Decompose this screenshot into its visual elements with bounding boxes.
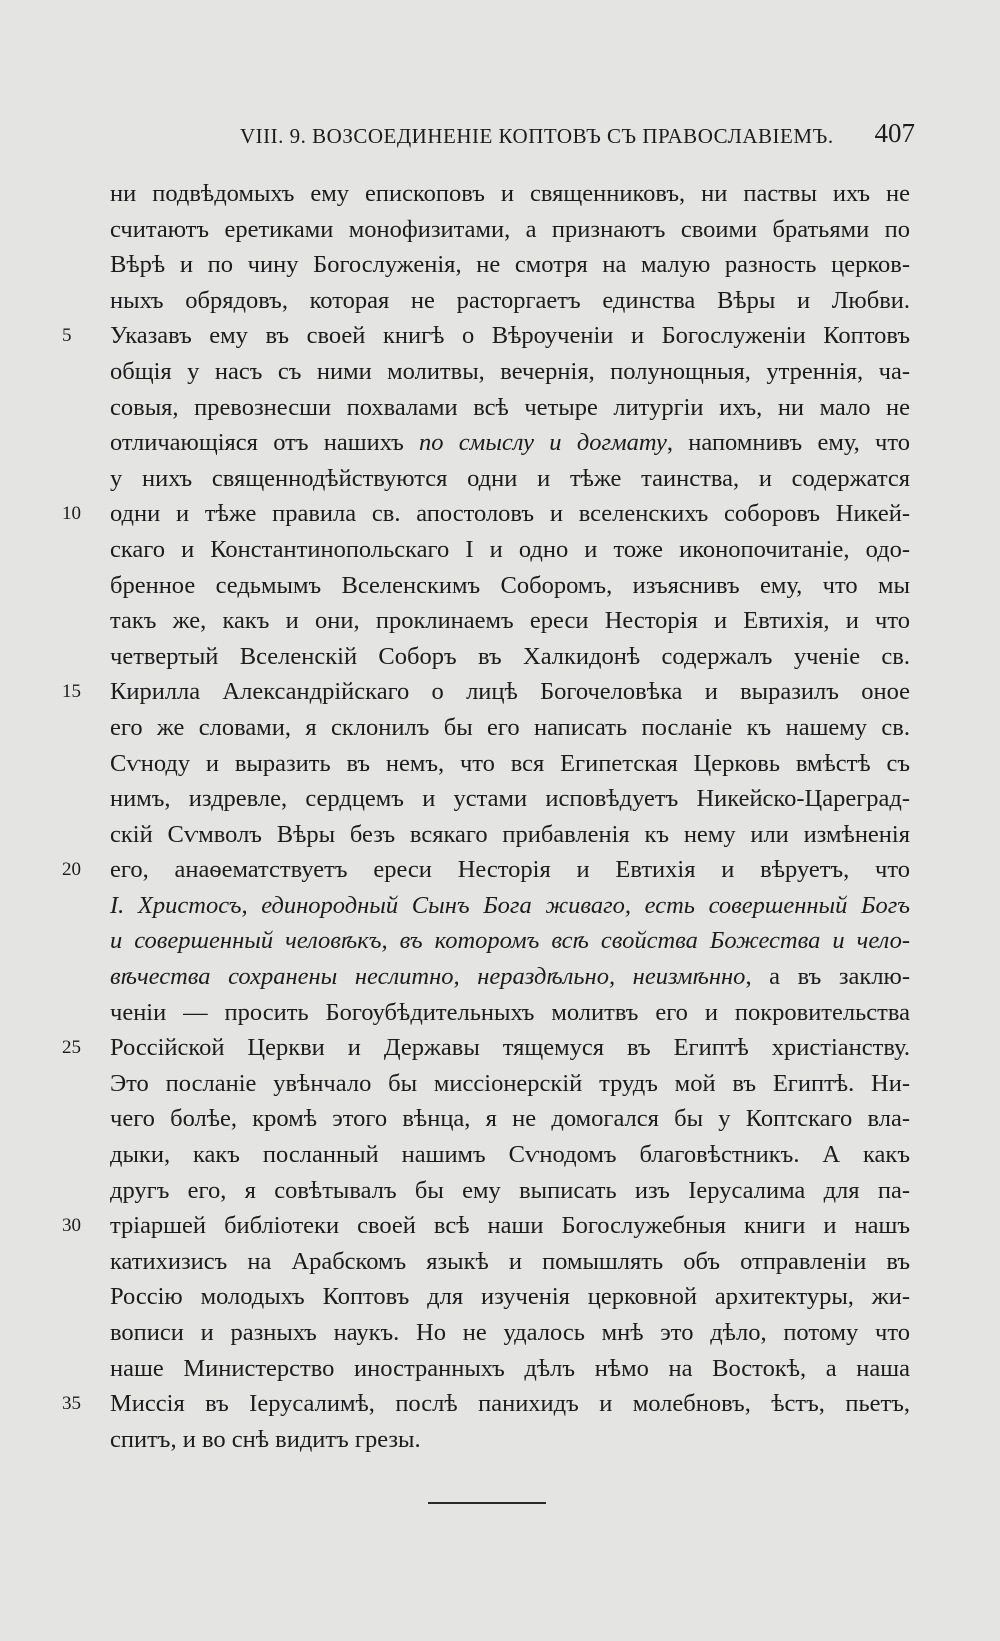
text-line xyxy=(62,852,910,888)
line-text xyxy=(110,1422,910,1458)
line-text xyxy=(110,852,910,888)
line-text xyxy=(110,461,910,497)
line-text xyxy=(110,496,910,532)
line-text xyxy=(110,603,910,639)
text-line xyxy=(62,1386,910,1422)
text-line xyxy=(110,1351,910,1387)
line-number: 10 xyxy=(62,503,81,525)
text-line xyxy=(110,283,910,319)
line-text xyxy=(110,1315,910,1351)
line-text-roman: нимъ, издревле, сердцемъ и устами исповѣдуетъ Никейско-Цареград- xyxy=(110,785,910,813)
text-line xyxy=(110,1173,910,1209)
line-text-roman: его же словами, я склонилъ бы его написать посланіе къ нашему св. xyxy=(110,713,910,741)
text-line xyxy=(110,461,910,497)
line-text xyxy=(110,639,910,675)
line-text-after: , а въ заклю- xyxy=(745,963,911,991)
line-text-roman: Кирилла Александрійскаго о лицѣ Богочеловѣка и выразилъ оное xyxy=(110,678,910,706)
page-number: 407 xyxy=(874,118,915,148)
text-line xyxy=(110,710,910,746)
line-text xyxy=(110,1173,910,1209)
text-line xyxy=(110,995,910,1031)
text-line xyxy=(110,425,910,461)
text-line xyxy=(110,390,910,426)
line-text-roman: одни и тѣже правила св. апостоловъ и вселенскихъ соборовъ Никей- xyxy=(110,500,910,528)
line-text-roman: ныхъ обрядовъ, которая не расторгаетъ единства Вѣры и Любви. xyxy=(110,286,910,314)
line-text xyxy=(110,1208,910,1244)
line-text xyxy=(110,995,910,1031)
line-text-italic: вѣчества сохранены неслитно, нераздѣльно, неизмѣнно xyxy=(110,963,746,991)
text-line xyxy=(110,639,910,675)
text-line xyxy=(110,568,910,604)
text-line xyxy=(110,1315,910,1351)
line-number: 35 xyxy=(62,1393,81,1415)
text-line xyxy=(110,1422,910,1458)
line-text-roman: вописи и разныхъ наукъ. Но не удалось мнѣ это дѣло, потому что xyxy=(110,1319,910,1346)
line-text-roman: Россію молодыхъ Коптовъ для изученія церковной архитектуры, жи- xyxy=(110,1283,910,1311)
line-text xyxy=(110,318,910,354)
running-head: VIII. 9. ВОЗСОЕДИНЕНІЕ КОПТОВЪ СЪ ПРАВОСЛАВІЕМЪ. xyxy=(240,124,834,148)
line-text-roman: дыки, какъ посланный нашимъ Сѵнодомъ благовѣстникъ. А какъ xyxy=(110,1141,910,1169)
text-line xyxy=(110,817,910,853)
end-rule xyxy=(428,1502,546,1504)
line-text-roman: ни подвѣдомыхъ ему епископовъ и священниковъ, ни паствы ихъ не xyxy=(110,180,910,207)
text-line xyxy=(110,247,910,283)
line-text xyxy=(110,781,910,817)
line-text xyxy=(110,959,910,995)
line-text xyxy=(110,568,910,604)
line-text-roman: скаго и Константинопольскаго I и одно и тоже иконопочитаніе, одо- xyxy=(110,535,910,563)
line-text-roman: отличающіяся отъ нашихъ xyxy=(110,429,420,457)
line-text xyxy=(110,674,910,710)
line-text xyxy=(110,390,910,426)
text-line xyxy=(110,746,910,782)
text-line xyxy=(62,674,910,710)
line-text xyxy=(110,888,910,924)
text-line xyxy=(110,1101,910,1137)
text-line xyxy=(62,1030,910,1066)
line-text-roman: его, анаѳематствуетъ ереси Несторія и Евтихія и вѣруетъ, что xyxy=(110,856,910,884)
text-line xyxy=(110,1244,910,1280)
text-line xyxy=(110,212,910,248)
line-text xyxy=(110,247,910,283)
line-text xyxy=(110,1386,910,1422)
line-text-after: , напомнивъ ему, что xyxy=(666,429,910,457)
line-text-roman: Миссія въ Іерусалимѣ, послѣ панихидъ и молебновъ, ѣстъ, пьетъ, xyxy=(110,1390,910,1418)
text-line xyxy=(110,532,910,568)
line-text-roman: считаютъ еретиками монофизитами, а признаютъ своими братьями по xyxy=(110,215,910,243)
line-text-roman: общія у насъ съ ними молитвы, вечернія, полунощныя, утреннія, ча- xyxy=(110,357,910,385)
line-text xyxy=(110,1066,910,1102)
body-text xyxy=(62,176,911,1457)
line-text-roman: чего болѣе, кромѣ этого вѣнца, я не домогался бы у Коптскаго вла- xyxy=(110,1105,910,1133)
text-line xyxy=(110,1066,910,1102)
text-line xyxy=(110,603,910,639)
line-text xyxy=(110,923,910,959)
line-text xyxy=(110,817,910,853)
line-text xyxy=(110,425,910,461)
text-line xyxy=(110,354,910,390)
line-text xyxy=(110,1279,910,1315)
line-text xyxy=(110,1351,910,1387)
line-number: 15 xyxy=(62,681,81,703)
line-text-roman: бренное седьмымъ Вселенскимъ Соборомъ, изъяснивъ ему, что мы xyxy=(110,571,910,599)
line-text-roman: скій Сѵмволъ Вѣры безъ всякаго прибавленія къ нему или измѣненія xyxy=(110,820,910,848)
line-text-italic: и совершенный человѣкъ, въ которомъ всѣ свойства Божества и чело- xyxy=(110,927,910,955)
text-line xyxy=(110,1279,910,1315)
text-line xyxy=(110,176,910,212)
line-text-roman: Россійской Церкви и Державы тящемуся въ Египтѣ христіанству. xyxy=(110,1034,910,1062)
line-text-roman: спитъ, и во снѣ видитъ грезы. xyxy=(110,1425,421,1453)
line-number: 5 xyxy=(62,325,72,347)
line-text-roman: совыя, превознесши похвалами всѣ четыре литургіи ихъ, ни мало не xyxy=(110,393,910,421)
line-text xyxy=(110,283,910,319)
text-line xyxy=(110,781,910,817)
line-text xyxy=(110,354,910,390)
text-line xyxy=(62,318,910,354)
text-line xyxy=(110,959,910,995)
text-line xyxy=(110,923,910,959)
line-text-roman: такъ же, какъ и они, проклинаемъ ереси Несторія и Евтихія, и что xyxy=(110,607,910,635)
line-text-roman: Указавъ ему въ своей книгѣ о Вѣроученіи и Богослуженіи Коптовъ xyxy=(110,322,910,350)
line-number: 25 xyxy=(62,1037,81,1059)
line-text xyxy=(110,532,910,568)
line-text-roman: ченіи — просить Богоубѣдительныхъ молитвъ его и покровительства xyxy=(110,998,910,1026)
line-text xyxy=(110,1030,910,1066)
line-text-italic: І. Христосъ, единородный Сынъ Бога живаго, есть совершенный Богъ xyxy=(110,891,910,919)
line-text xyxy=(110,746,910,782)
line-text-roman: Это посланіе увѣнчало бы миссіонерскій трудъ мой въ Египтѣ. Ни- xyxy=(110,1069,910,1097)
line-number: 30 xyxy=(62,1215,81,1237)
line-text xyxy=(110,212,910,248)
line-text-roman: четвертый Вселенскій Соборъ въ Халкидонѣ содержалъ ученіе св. xyxy=(110,642,910,670)
line-text-italic: по смыслу и догмату xyxy=(419,429,667,457)
line-text-roman: наше Министерство иностранныхъ дѣлъ нѣмо на Востокѣ, а наша xyxy=(110,1354,910,1382)
page-header xyxy=(100,118,915,158)
line-text xyxy=(110,1244,910,1280)
line-text-roman: Сѵноду и выразить въ немъ, что вся Египетская Церковь вмѣстѣ съ xyxy=(110,749,910,777)
text-line xyxy=(62,1208,910,1244)
line-text xyxy=(110,710,910,746)
line-text xyxy=(110,1137,910,1173)
line-text xyxy=(110,1101,910,1137)
line-number: 20 xyxy=(62,859,81,881)
line-text-roman: Вѣрѣ и по чину Богослуженія, не смотря на малую разность церков- xyxy=(110,251,910,279)
line-text-roman: у нихъ священнодѣйствуются одни и тѣже таинства, и содержатся xyxy=(110,464,910,492)
line-text-roman: тріаршей библіотеки своей всѣ наши Богослужебныя книги и нашъ xyxy=(110,1212,910,1240)
line-text xyxy=(110,176,910,212)
line-text-roman: катихизисъ на Арабскомъ языкѣ и помышлять объ отправленіи въ xyxy=(110,1247,910,1275)
text-line xyxy=(110,888,910,924)
line-text-roman: другъ его, я совѣтывалъ бы ему выписать изъ Іерусалима для па- xyxy=(110,1176,910,1204)
text-line xyxy=(110,1137,910,1173)
text-line xyxy=(62,496,910,532)
